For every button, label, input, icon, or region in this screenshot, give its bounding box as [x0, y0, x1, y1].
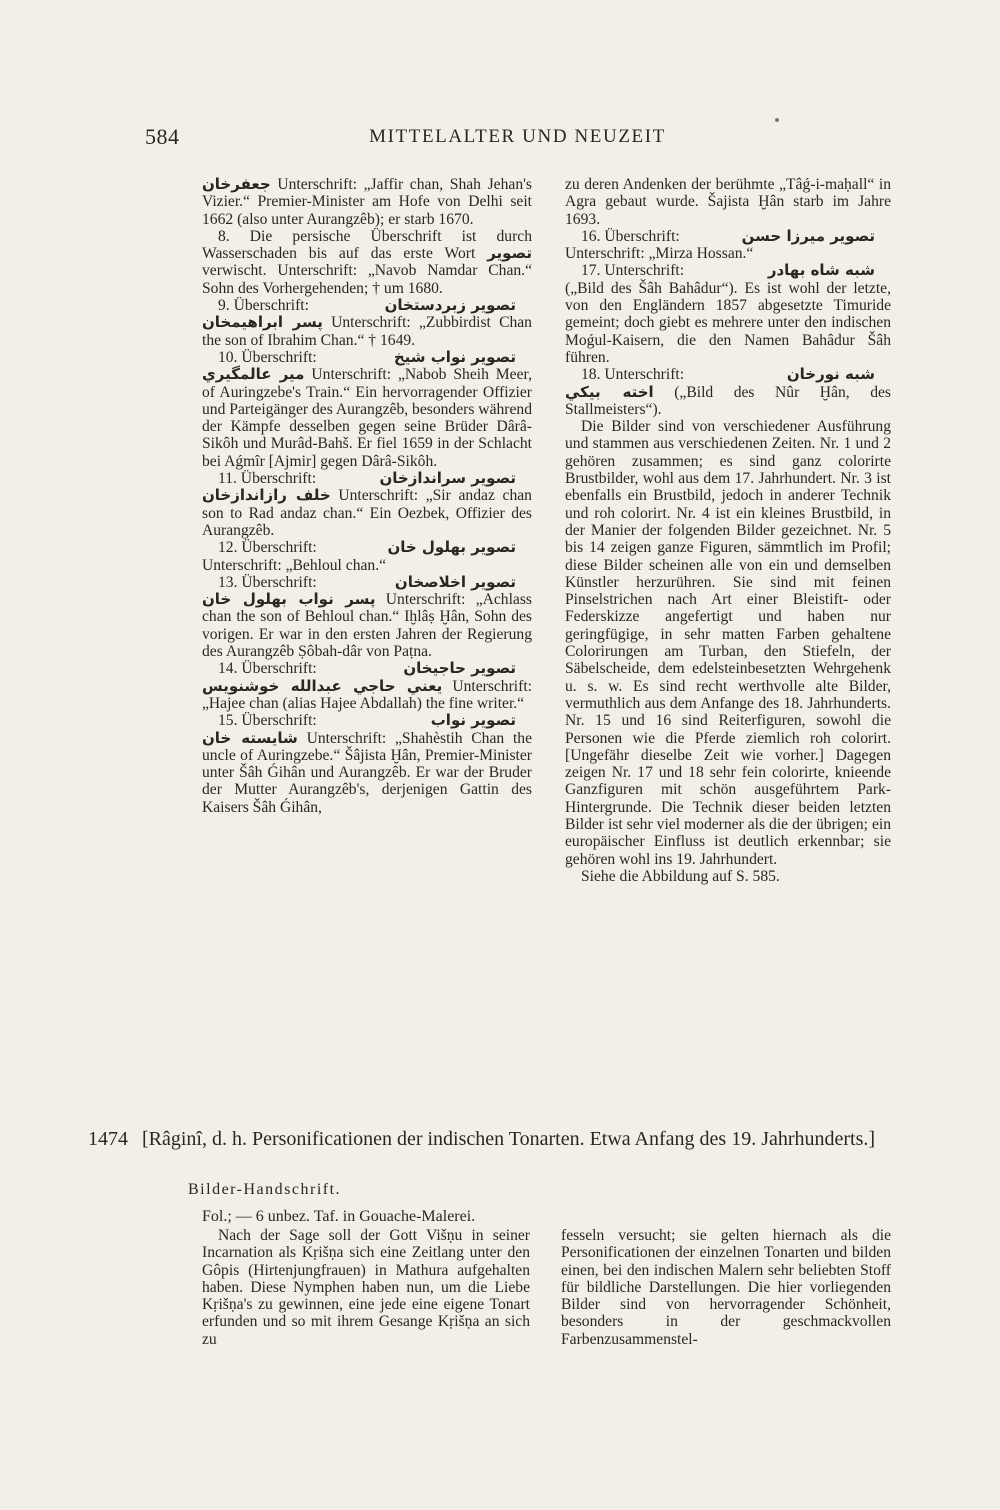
paragraph-text: Unterschrift: „Hajee chan (alias Hajee Abdallah) the fine writer.“: [202, 677, 532, 712]
arabic-script: تصوير نواب شيخ: [393, 347, 516, 366]
arabic-line: [202, 539, 532, 556]
item-label: 15. Überschrift:: [218, 712, 317, 730]
item-label: 11. Überschrift:: [218, 470, 317, 488]
paragraph-text: Unterschrift: „Nabob Sheih Meer, of Auringzebe's Train.“ Ein hervorragender Offizier und Parteigänger des Aurangzêb, besonders während der Kämpfe desselben gegen seine Brüder Dârâ-Sikôh und Murâd-Bahš. Er fiel 1659 in der Schlacht bei Aǵmîr [Ajmir] gegen Dârâ-Sikôh.: [202, 366, 532, 470]
item-label: 17. Unterschrift:: [581, 262, 685, 280]
paragraph-12: [202, 539, 532, 574]
page-header: [145, 124, 890, 154]
paragraph-continuation: zu deren Andenken der berühmte „Tâǵ-i-maḥall“ in Agra gebaut wurde. Šajista Ḫân starb im Jahre 1693.: [565, 176, 891, 228]
entry-left-column: [202, 1227, 530, 1348]
arabic-script: پسر نواب بهلول خان: [202, 590, 376, 609]
arabic-script: تصوير سراندازخان: [379, 469, 516, 488]
arabic-script: يعني حاجي عبدالله خوشنويس: [202, 676, 443, 695]
page-number: 584: [145, 124, 180, 149]
arabic-line: [202, 574, 532, 591]
arabic-script: تصوير زبردستخان: [384, 296, 516, 315]
paragraph-text: Unterschrift: „Achlass chan the son of Behloul chan.“ Iḫlâṣ Ḫân, Sohn des vorigen. Er war in den ersten Jahren der Regierung des Aurangzêb Ṣôbah-dâr von Paṭna.: [202, 591, 532, 661]
left-column: [202, 176, 532, 816]
item-label: 14. Überschrift:: [218, 660, 317, 678]
item-label: 13. Überschrift:: [218, 573, 317, 591]
arabic-script: تصوير حاجيخان: [403, 659, 516, 678]
arabic-script: مير عالمگيري: [202, 365, 305, 384]
arabic-script: تصوير نواب: [430, 711, 516, 730]
arabic-line: [202, 349, 532, 366]
arabic-script: تصوير اخلاصخان: [394, 572, 516, 591]
paragraph-text: („Bild des Nûr Ḫân, des Stallmeisters“).: [565, 383, 891, 418]
paragraph-summary: Die Bilder sind von verschiedener Ausführung und stammen aus verschiedenen Zeiten. Nr. 1 und 2 gehören zusammen; es sind ganz colorirte Brustbilder, wohl aus dem 17. Jahrhundert. Nr. 3 ist ebenfalls ein Brustbild, jedoch in anderer Technik und roh colorirt. Nr. 4 ist ein kleines Brustbild, in der Manier der folgenden Bilder gezeichnet. Nr. 5 bis 14 zeigen ganze Figuren, sämmtlich im Profil; diese Bilder scheinen alle von ein und demselben Künstler herzurühren. Sie sind mit feinen Pinselstrichen nach Art einer Bleistift- oder Federskizze angefertigt und haben nur geringfügige, in sehr matten Farben gehaltene Colorirungen am Turban, den Stiefeln, der Säbelscheide, dem edelsteinbesetzten Wehrgehenk u. s. w. Es sind recht werthvolle alte Bilder, vermuthlich aus dem Anfange des 18. Jahrhunderts. Nr. 15 und 16 sind Reiterfiguren, sowohl die Personen wie die Pferde ziemlich roh colorirt. [Ungefähr dieselbe Zeit wie vorher.] Dagegen zeigen Nr. 17 und 18 sehr fein colorirte, knieende Ganzfiguren mit schön ausgeführtem Park-Hintergrunde. Die Technik dieser beiden letzten Bilder ist sehr viel moderner als die der übrigen; ein europäischer Einfluss ist deutlich erkennbar; sie gehören wohl ins 19. Jahrhundert.: [565, 418, 891, 868]
entry-number: 1474: [88, 1128, 128, 1150]
item-label: 18. Unterschrift:: [581, 366, 685, 384]
arabic-script: شبه شاه بهادر: [767, 261, 875, 280]
item-label: 9. Überschrift:: [218, 297, 309, 315]
paragraph-11: [202, 470, 532, 539]
arabic-script: خلف رازاندازخان: [202, 486, 331, 505]
paragraph-text: Unterschrift: „Mirza Hossan.“: [565, 245, 754, 263]
paragraph-text: Unterschrift: „Behloul chan.“: [202, 556, 387, 574]
arabic-script: تصوير ميرزا حسن: [741, 226, 875, 245]
paragraph-text: Unterschrift: „Shahèstih Chan the uncle of Auringzebe.“ Šâjista Ḫân, Premier-Minister unter Šâh Ǵihân und Aurangzêb. Er war der Bruder der Mutter Aurangzêb's, derjenigen Gattin des Kaisers Šâh Ǵihân,: [202, 729, 532, 816]
paragraph-8: [202, 228, 532, 297]
arabic-line: [202, 660, 532, 677]
right-column: [565, 176, 891, 885]
paragraph-10: [202, 349, 532, 470]
arabic-script: تصوير: [487, 244, 532, 263]
arabic-line: [202, 470, 532, 487]
paragraph-16: [565, 228, 891, 263]
entry-title: [Râginî, d. h. Personificationen der indischen Tonarten. Etwa Anfang des 19. Jahrhunderts.]: [142, 1128, 876, 1150]
paragraph-9: [202, 297, 532, 349]
item-label: 10. Überschrift:: [218, 348, 317, 366]
paragraph-15: [202, 712, 532, 816]
entry-right-column: [561, 1227, 891, 1348]
entry-subtitle: Bilder-Handschrift.: [188, 1181, 342, 1198]
paragraph-text: („Bild des Šâh Bahâdur“). Es ist wohl der letzte, von den Engländern 1857 abgesetzte Timuride gemeint; doch giebt es mehrere unter den indischen Moǵul-Kaisern, die den Namen Bahâdur Šâh führen.: [565, 279, 891, 366]
arabic-line: [565, 262, 891, 279]
entry-format: Fol.; — 6 unbez. Taf. in Gouache-Malerei.: [202, 1208, 476, 1225]
arabic-script: شايسته خان: [202, 728, 298, 747]
paragraph-text: Unterschrift: „Jaffir chan, Shah Jehan's Vizier.“ Premier-Minister am Hofe von Delhi seit 1662 (also unter Aurangzêb); er starb 1670.: [202, 176, 533, 228]
arabic-line: [565, 366, 891, 383]
paragraph-text: verwischt. Unterschrift: „Navob Namdar Chan.“ Sohn des Vorhergehenden; † um 1680.: [202, 262, 532, 297]
paragraph-14: [202, 660, 532, 712]
ink-speck: [775, 118, 779, 122]
paragraph-text: Unterschrift: „Sir andaz chan son to Rad andaz chan.“ Ein Oezbek, Offizier des Aurangzêb.: [202, 487, 532, 539]
entry-left-text: Nach der Sage soll der Gott Višṇu in seiner Incarnation als Kṛišṇa sich eine Zeitlang unter den Gôpis (Hirtenjungfrauen) in Mathura aufgehalten haben. Diese Nymphen haben nun, um die Liebe Kṛišṇa's zu gewinnen, eine jede eine eigene Tonart erfunden und so mit ihrem Gesange Kṛišṇa an sich zu: [202, 1227, 530, 1348]
arabic-line: [202, 712, 532, 729]
running-title: MITTELALTER UND NEUZEIT: [369, 126, 666, 147]
entry-right-text: fesseln versucht; sie gelten hiernach als die Personificationen der einzelnen Tonarten und bilden einen, bei den indischen Malern sehr beliebten Stoff für bildliche Darstellungen. Die hier vorliegenden Bilder sind von hervorragender Schönheit, besonders in der geschmackvollen Farbenzusammenstel-: [561, 1227, 891, 1348]
item-label: 12. Überschrift:: [218, 539, 317, 557]
paragraph-18: [565, 366, 891, 418]
paragraph-17: [565, 262, 891, 366]
arabic-script: شبه نورخان: [786, 365, 875, 384]
arabic-line: [565, 228, 891, 245]
paragraph-jaffir: [202, 176, 532, 228]
paragraph-text: 8. Die persische Überschrift ist durch Wasserschaden bis auf das erste Wort: [202, 227, 532, 263]
arabic-script: پسر ابراهيمخان: [202, 313, 323, 332]
paragraph-see-also: Siehe die Abbildung auf S. 585.: [581, 867, 780, 885]
arabic-script: جعفرخان: [202, 175, 271, 193]
paragraph-text: Unterschrift: „Zubbirdist Chan the son of Ibrahim Chan.“ † 1649.: [202, 314, 532, 349]
item-label: 16. Überschrift:: [581, 227, 680, 245]
arabic-line: [202, 297, 532, 314]
arabic-script: تصوير بهلول خان: [387, 538, 516, 557]
arabic-script: اخته بيكي: [565, 382, 654, 401]
paragraph-13: [202, 574, 532, 660]
